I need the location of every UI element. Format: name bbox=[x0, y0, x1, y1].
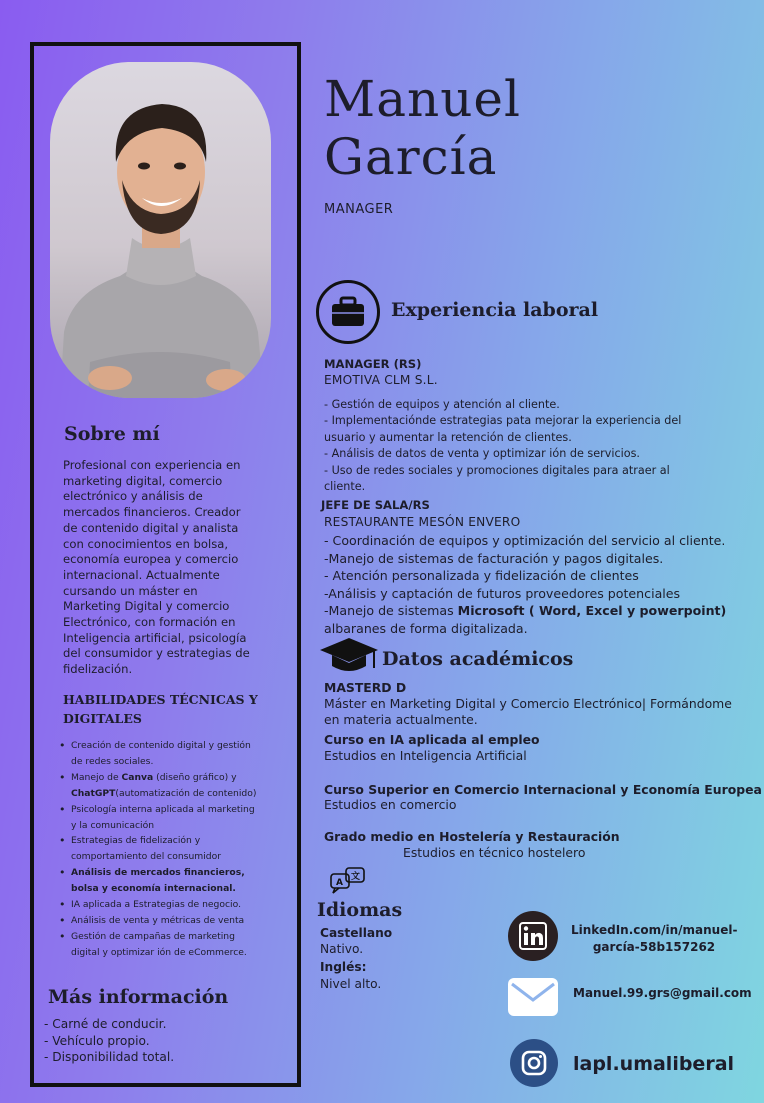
academic-title: MASTERD D bbox=[324, 680, 407, 695]
more-info-list bbox=[44, 1016, 174, 1066]
skill-item: • Creación de contenido digital y gestión de redes sociales. bbox=[56, 738, 261, 770]
person-illustration bbox=[50, 62, 271, 398]
first-name: Manuel bbox=[324, 70, 521, 128]
academic-sub: Estudios en comercio bbox=[324, 797, 457, 812]
skill-item: • Análisis de mercados financieros, bolsa y economía internacional. bbox=[56, 865, 261, 897]
last-name: García bbox=[324, 128, 498, 186]
skill-item: • IA aplicada a Estrategias de negocio. bbox=[56, 897, 261, 913]
job-company: RESTAURANTE MESÓN ENVERO bbox=[324, 515, 521, 529]
academic-title: Curso en IA aplicada al empleo bbox=[324, 732, 540, 747]
about-heading: Sobre mí bbox=[64, 423, 160, 445]
more-info-item: - Vehículo propio. bbox=[44, 1033, 150, 1048]
academic-sub: Estudios en técnico hostelero bbox=[403, 845, 586, 860]
instagram-link[interactable]: lapl.umaliberal bbox=[573, 1053, 735, 1075]
graduation-cap-icon bbox=[318, 636, 380, 676]
language-name: Castellano bbox=[320, 926, 393, 940]
more-info-item: - Disponibilidad total. bbox=[44, 1050, 175, 1065]
skills-list bbox=[56, 738, 261, 961]
job-title: JEFE DE SALA/RS bbox=[321, 498, 430, 512]
languages-heading: Idiomas bbox=[317, 899, 403, 921]
translate-icon bbox=[329, 866, 367, 894]
job-company: EMOTIVA CLM S.L. bbox=[324, 373, 438, 387]
email-link[interactable]: Manuel.99.grs@gmail.com bbox=[573, 986, 752, 1000]
profile-photo bbox=[50, 62, 271, 398]
academic-title: Grado medio en Hostelería y Restauración bbox=[324, 829, 620, 844]
svg-text:文: 文 bbox=[351, 872, 361, 882]
academic-heading: Datos académicos bbox=[382, 648, 574, 670]
more-info-item: - Carné de conducir. bbox=[44, 1017, 167, 1031]
language-level: Nivel alto. bbox=[320, 977, 382, 991]
skill-item: • Manejo de Canva (diseño gráfico) y ChatGPT(automatización de contenido) bbox=[56, 770, 261, 802]
job-role: MANAGER bbox=[324, 202, 394, 217]
skill-item: • Gestión de campañas de marketing digital y optimizar ión de eCommerce. bbox=[56, 929, 261, 961]
svg-text:A: A bbox=[336, 878, 343, 888]
briefcase-icon bbox=[316, 280, 380, 344]
about-text: Profesional con experiencia en marketing digital, comercio electrónico y análisis de mercados financieros. Creador de contenido digital y analista con conocimientos en bolsa, economía europea y comercio internacional. Actualmente cursando un máster en Marketing Digital y comercio Electrónico, con formación en Inteligencia artificial, psicología del consumidor y estrategias de fidelización. bbox=[63, 458, 250, 677]
academic-title: Curso Superior en Comercio Internacional y Economía Europea bbox=[324, 782, 762, 797]
email-icon[interactable] bbox=[508, 978, 558, 1016]
more-info-heading: Más información bbox=[48, 986, 229, 1008]
linkedin-icon[interactable] bbox=[508, 911, 558, 961]
language-level: Nativo. bbox=[320, 942, 364, 956]
job-description: - Gestión de equipos y atención al cliente. - Implementaciónde estrategias pata mejorar la experiencia del usuario y aumentar la retención de clientes. - Análisis de datos de venta y optimizar ión de servicios. - Uso de redes sociales y promociones digitales para atraer al cliente. bbox=[324, 398, 682, 494]
job-description: - Coordinación de equipos y optimización del servicio al cliente. -Manejo de sistemas de facturación y pagos digitales. - Atención personalizada y fidelización de clientes -Análisis y captación de futuros proveedores potenciales -Manejo de sistemas Microsoft ( Word, Excel y powerpoint) albaranes de forma digitalizada. bbox=[324, 533, 727, 636]
job-title: MANAGER (RS) bbox=[324, 357, 422, 371]
skill-item: • Estrategias de fidelización y comportamiento del consumidor bbox=[56, 833, 261, 865]
language-name: Inglés: bbox=[320, 960, 367, 974]
skills-heading: HABILIDADES TÉCNICAS Y DIGITALES bbox=[63, 692, 258, 726]
full-name bbox=[324, 70, 521, 186]
skill-item: • Psicología interna aplicada al marketing y la comunicación bbox=[56, 802, 261, 834]
instagram-icon[interactable] bbox=[510, 1039, 558, 1087]
experience-heading: Experiencia laboral bbox=[391, 299, 599, 321]
skill-item: • Análisis de venta y métricas de venta bbox=[56, 913, 261, 929]
academic-sub: Máster en Marketing Digital y Comercio Electrónico| Formándome en materia actualmente. bbox=[324, 696, 732, 728]
academic-sub: Estudios en Inteligencia Artificial bbox=[324, 748, 527, 763]
linkedin-link[interactable]: LinkedIn.com/in/manuel- garcía-58b157262 bbox=[571, 923, 738, 954]
